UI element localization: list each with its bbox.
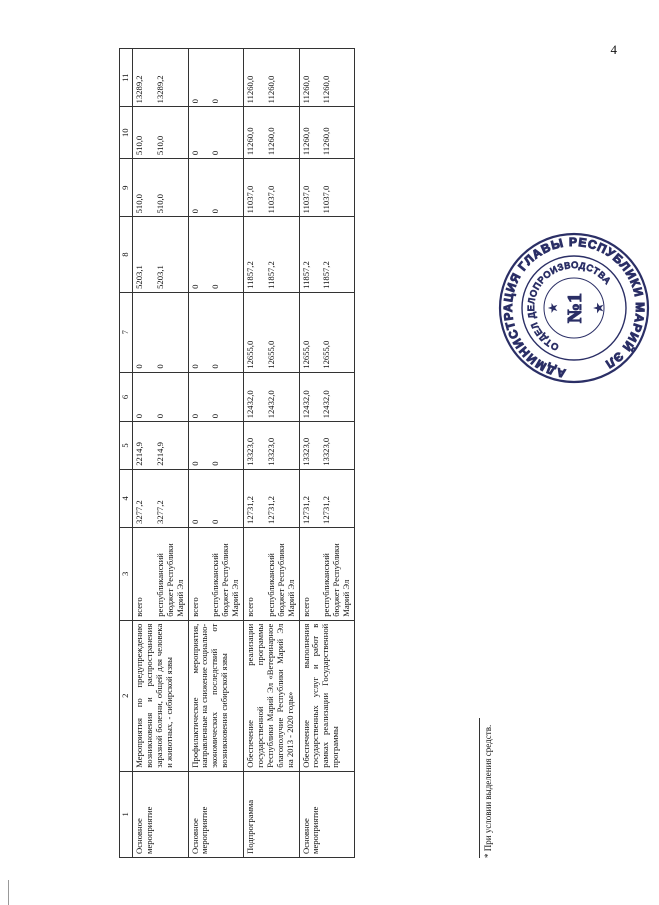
row-value-cell bbox=[244, 49, 300, 107]
row-value-cell bbox=[299, 107, 355, 159]
row-value-cell bbox=[188, 49, 244, 107]
row-funding-source bbox=[299, 527, 355, 620]
value-budget: 3277,2 bbox=[154, 500, 165, 524]
row-value-cell bbox=[299, 422, 355, 469]
value-budget: 11857,2 bbox=[265, 261, 276, 289]
header-cell: 8 bbox=[120, 217, 133, 293]
value-budget: 11260,0 bbox=[265, 127, 276, 156]
row-value-cell bbox=[244, 469, 300, 527]
footnote-separator bbox=[479, 718, 480, 858]
header-cell: 9 bbox=[120, 159, 133, 217]
row-value-cell bbox=[299, 469, 355, 527]
value-budget: 510,0 bbox=[154, 135, 165, 156]
value-total: 11260,0 bbox=[245, 75, 255, 104]
value-budget: 0 bbox=[154, 364, 165, 369]
header-cell: 6 bbox=[120, 372, 133, 422]
table-row bbox=[133, 49, 189, 858]
stamp-star-icon: ★ bbox=[548, 303, 558, 313]
value-budget: 11260,0 bbox=[321, 127, 332, 156]
row-value-cell bbox=[244, 107, 300, 159]
row-type: Основное мероприятие bbox=[133, 771, 189, 857]
value-total: 0 bbox=[189, 99, 200, 104]
row-type: Подпрограмма bbox=[244, 771, 300, 857]
value-total: 0 bbox=[189, 150, 200, 156]
value-budget: 11260,0 bbox=[321, 75, 332, 104]
value-total: 12432,0 bbox=[245, 390, 255, 419]
row-funding-source bbox=[133, 527, 189, 620]
value-budget: 11037,0 bbox=[321, 185, 332, 214]
row-value-cell bbox=[188, 372, 244, 422]
value-total: 0 bbox=[134, 364, 144, 369]
value-budget: 0 bbox=[210, 461, 221, 466]
value-budget: 2214,9 bbox=[154, 442, 165, 466]
value-total: 13323,0 bbox=[300, 437, 311, 466]
header-cell: 7 bbox=[120, 292, 133, 372]
scan-edge-mark bbox=[8, 880, 9, 905]
row-type: Основное мероприятие bbox=[299, 771, 355, 857]
stamp-star-icon: ★ bbox=[594, 303, 605, 313]
value-total: 0 bbox=[189, 519, 200, 524]
value-budget: 13323,0 bbox=[321, 437, 332, 466]
row-name: Профилактические мероприятия, направленные на снижение социально-экономических последствий от возникновения сибирской язвы bbox=[188, 620, 244, 771]
header-cell: 5 bbox=[120, 422, 133, 469]
value-total: 12432,0 bbox=[300, 390, 311, 419]
row-value-cell bbox=[244, 217, 300, 293]
stamp-number: №1 bbox=[564, 292, 586, 324]
row-value-cell bbox=[133, 372, 189, 422]
row-value-cell bbox=[299, 49, 355, 107]
value-budget: 0 bbox=[210, 364, 221, 369]
stamp-outer-text: АДМИНИСТРАЦИЯ ГЛАВЫ РЕСПУБЛИКИ МАРИЙ ЭЛ bbox=[500, 234, 648, 381]
row-value-cell bbox=[133, 292, 189, 372]
value-total: 13323,0 bbox=[245, 437, 255, 466]
value-budget: 0 bbox=[210, 150, 221, 156]
rotated-page-content bbox=[119, 48, 648, 858]
value-total: 11037,0 bbox=[245, 185, 255, 214]
row-value-cell bbox=[188, 422, 244, 469]
source-budget-label: республиканский бюджет Республики Марий Эл bbox=[210, 543, 241, 617]
row-value-cell bbox=[244, 159, 300, 217]
row-value-cell bbox=[188, 107, 244, 159]
source-total-label: всего bbox=[134, 597, 144, 617]
value-total: 0 bbox=[189, 461, 200, 466]
value-total: 0 bbox=[134, 413, 144, 419]
source-budget-label: республиканский бюджет Республики Марий Эл bbox=[265, 543, 296, 617]
row-name: Обеспечение выполнения государственных услуг и работ в рамках реализации Государственной программы bbox=[299, 620, 355, 771]
value-total: 0 bbox=[189, 284, 200, 289]
value-budget: 13323,0 bbox=[265, 437, 276, 466]
value-total: 11260,0 bbox=[245, 127, 255, 156]
value-budget: 0 bbox=[210, 284, 221, 289]
value-total: 12655,0 bbox=[245, 340, 255, 369]
value-total: 11857,2 bbox=[245, 261, 255, 289]
header-cell: 10 bbox=[120, 107, 133, 159]
value-budget: 0 bbox=[210, 209, 221, 214]
source-budget-label: республиканский бюджет Республики Марий Эл bbox=[154, 543, 185, 617]
header-cell: 1 bbox=[120, 771, 133, 857]
row-value-cell bbox=[244, 372, 300, 422]
table-row bbox=[188, 49, 244, 858]
row-value-cell bbox=[299, 217, 355, 293]
value-total: 510,0 bbox=[134, 135, 144, 156]
source-total-label: всего bbox=[189, 597, 200, 617]
row-value-cell bbox=[244, 422, 300, 469]
row-value-cell bbox=[188, 159, 244, 217]
value-budget: 5203,1 bbox=[154, 265, 165, 289]
value-budget: 12655,0 bbox=[265, 340, 276, 369]
value-budget: 12432,0 bbox=[321, 390, 332, 419]
financing-table bbox=[119, 48, 355, 858]
value-total: 3277,2 bbox=[134, 500, 144, 524]
source-total-label: всего bbox=[245, 597, 255, 617]
value-total: 13289,2 bbox=[134, 75, 144, 104]
row-value-cell bbox=[299, 372, 355, 422]
source-total-label: всего bbox=[300, 597, 311, 617]
row-name: Мероприятия по предупреждению возникновения и распространения заразной болезни, общей для человека и животных, - сибирской язвы bbox=[133, 620, 189, 771]
value-budget: 11037,0 bbox=[265, 185, 276, 214]
value-total: 11037,0 bbox=[300, 185, 311, 214]
value-total: 11857,2 bbox=[300, 261, 311, 289]
row-value-cell bbox=[188, 469, 244, 527]
row-type: Основное мероприятие bbox=[188, 771, 244, 857]
value-budget: 510,0 bbox=[154, 194, 165, 214]
value-budget: 12655,0 bbox=[321, 340, 332, 369]
value-total: 12731,2 bbox=[300, 496, 311, 524]
table-row bbox=[244, 49, 300, 858]
value-total: 12731,2 bbox=[245, 496, 255, 524]
stamp-inner-text: ОТДЕЛ ДЕЛОПРОИЗВОДСТВА bbox=[525, 259, 614, 353]
row-value-cell bbox=[133, 422, 189, 469]
row-value-cell bbox=[244, 292, 300, 372]
row-value-cell bbox=[133, 107, 189, 159]
source-budget-label: республиканский бюджет Республики Марий Эл bbox=[321, 543, 352, 617]
footnote: * При условии выделения средств. bbox=[483, 724, 493, 858]
row-funding-source bbox=[188, 527, 244, 620]
row-value-cell bbox=[188, 217, 244, 293]
row-funding-source bbox=[244, 527, 300, 620]
value-total: 12655,0 bbox=[300, 340, 311, 369]
table-body bbox=[133, 49, 355, 858]
value-total: 11260,0 bbox=[300, 75, 311, 104]
value-budget: 12731,2 bbox=[321, 496, 332, 524]
header-cell: 11 bbox=[120, 49, 133, 107]
value-budget: 0 bbox=[154, 413, 165, 419]
value-budget: 12731,2 bbox=[265, 496, 276, 524]
value-total: 0 bbox=[189, 209, 200, 214]
page-number: 4 bbox=[610, 42, 617, 57]
header-cell: 2 bbox=[120, 620, 133, 771]
value-total: 0 bbox=[189, 364, 200, 369]
value-total: 11260,0 bbox=[300, 127, 311, 156]
value-budget: 0 bbox=[210, 413, 221, 419]
value-total: 0 bbox=[189, 413, 200, 419]
value-budget: 13289,2 bbox=[154, 75, 165, 104]
stamp-seal bbox=[494, 228, 654, 388]
row-value-cell bbox=[299, 159, 355, 217]
value-budget: 11857,2 bbox=[321, 261, 332, 289]
row-value-cell bbox=[133, 159, 189, 217]
value-budget: 12432,0 bbox=[265, 390, 276, 419]
table-row bbox=[299, 49, 355, 858]
row-value-cell bbox=[133, 217, 189, 293]
value-budget: 0 bbox=[210, 519, 221, 524]
table-header bbox=[120, 49, 133, 858]
row-value-cell bbox=[299, 292, 355, 372]
row-value-cell bbox=[133, 469, 189, 527]
value-total: 5203,1 bbox=[134, 265, 144, 289]
value-budget: 0 bbox=[210, 99, 221, 104]
value-budget: 11260,0 bbox=[265, 75, 276, 104]
header-cell: 3 bbox=[120, 527, 133, 620]
row-value-cell bbox=[188, 292, 244, 372]
header-cell: 4 bbox=[120, 469, 133, 527]
value-total: 2214,9 bbox=[134, 442, 144, 466]
row-name: Обеспечение реализации государственной программы Республики Марий Эл «Ветеринарное благополучие Республики Марий Эл на 2013 - 2020 годы» bbox=[244, 620, 300, 771]
official-stamp bbox=[494, 228, 654, 388]
row-value-cell bbox=[133, 49, 189, 107]
value-total: 510,0 bbox=[134, 194, 144, 214]
